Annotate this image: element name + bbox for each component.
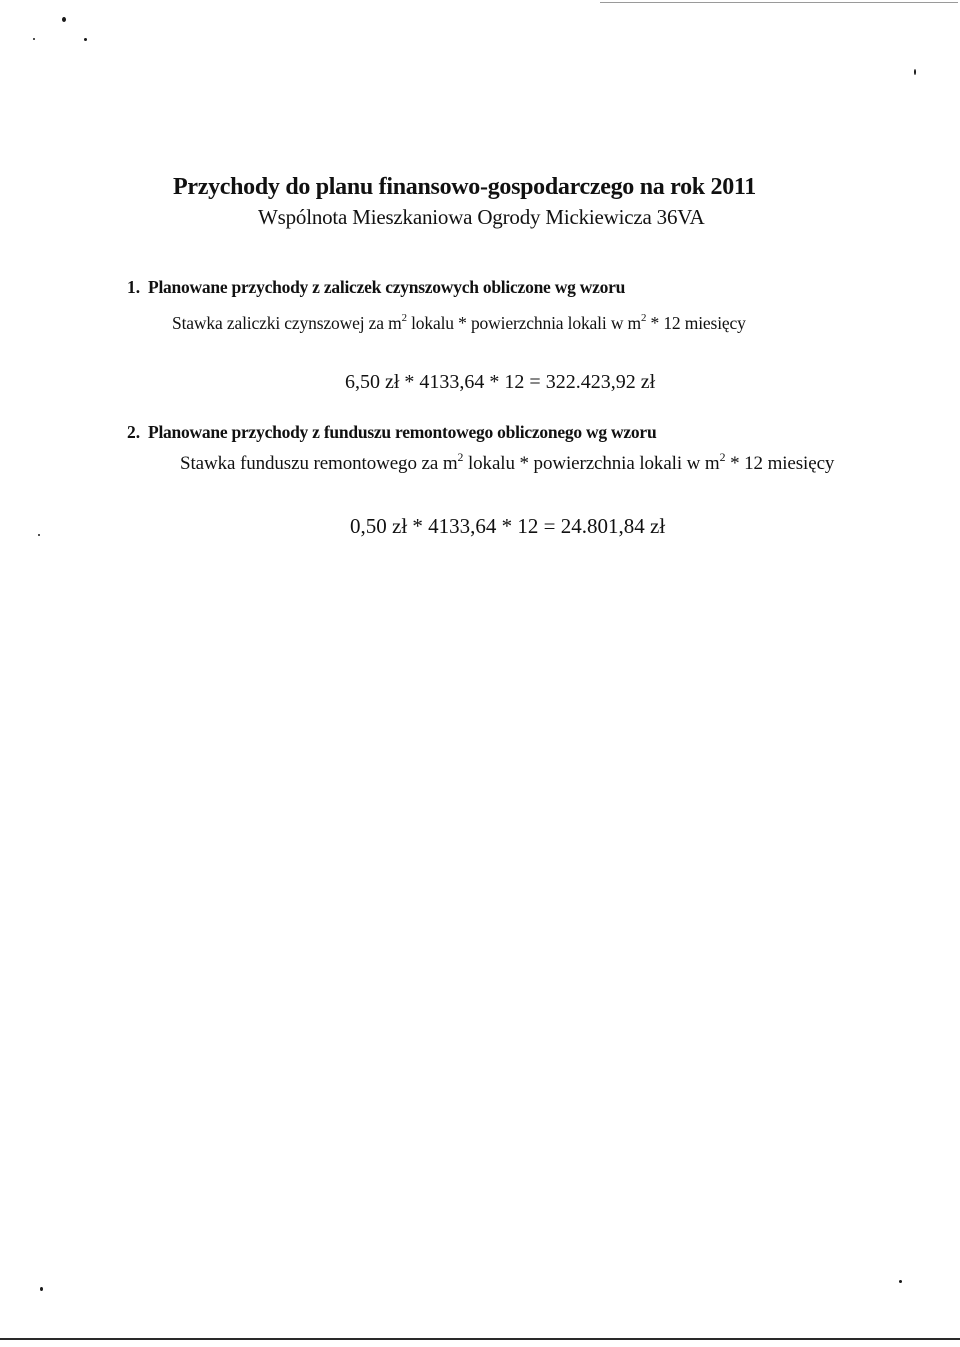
- scan-speck: [899, 1280, 902, 1283]
- scan-speck: [62, 17, 66, 22]
- scan-speck: [38, 534, 40, 536]
- formula-text: lokalu * powierzchnia lokali w m: [463, 453, 720, 474]
- formula-text: lokalu * powierzchnia lokali w m: [406, 313, 641, 333]
- scan-speck: [40, 1287, 43, 1291]
- section-2-formula: [180, 450, 835, 475]
- scan-bottom-border: [0, 1338, 960, 1340]
- section-1-formula: [172, 313, 746, 334]
- section-1-number: 1.: [127, 277, 141, 297]
- section-2-heading: Planowane przychody z funduszu remontowego obliczonego wg wzoru: [148, 422, 657, 442]
- scan-speck: [33, 38, 35, 40]
- formula-text: * 12 miesięcy: [646, 313, 746, 333]
- superscript: 2: [457, 450, 464, 464]
- section-1-calculation: 6,50 zł * 4133,64 * 12 = 322.423,92 zł: [345, 371, 656, 393]
- section-2-calculation: 0,50 zł * 4133,64 * 12 = 24.801,84 zł: [350, 514, 666, 538]
- page-subtitle: Wspólnota Mieszkaniowa Ogrody Mickiewicza 36VA: [258, 205, 705, 229]
- section-1-heading: Planowane przychody z zaliczek czynszowych obliczone wg wzoru: [148, 277, 626, 297]
- scan-edge-line: [600, 2, 958, 3]
- page-title: Przychody do planu finansowo-gospodarczego na rok 2011: [173, 174, 756, 200]
- formula-text: Stawka zaliczki czynszowej za m: [172, 313, 402, 333]
- superscript: 2: [641, 312, 647, 325]
- formula-text: Stawka funduszu remontowego za m: [180, 453, 458, 474]
- superscript: 2: [719, 450, 726, 464]
- scan-speck: [914, 69, 916, 75]
- section-2-number: 2.: [127, 422, 141, 442]
- formula-text: * 12 miesięcy: [725, 453, 835, 474]
- scan-speck: [84, 38, 87, 41]
- superscript: 2: [401, 312, 407, 325]
